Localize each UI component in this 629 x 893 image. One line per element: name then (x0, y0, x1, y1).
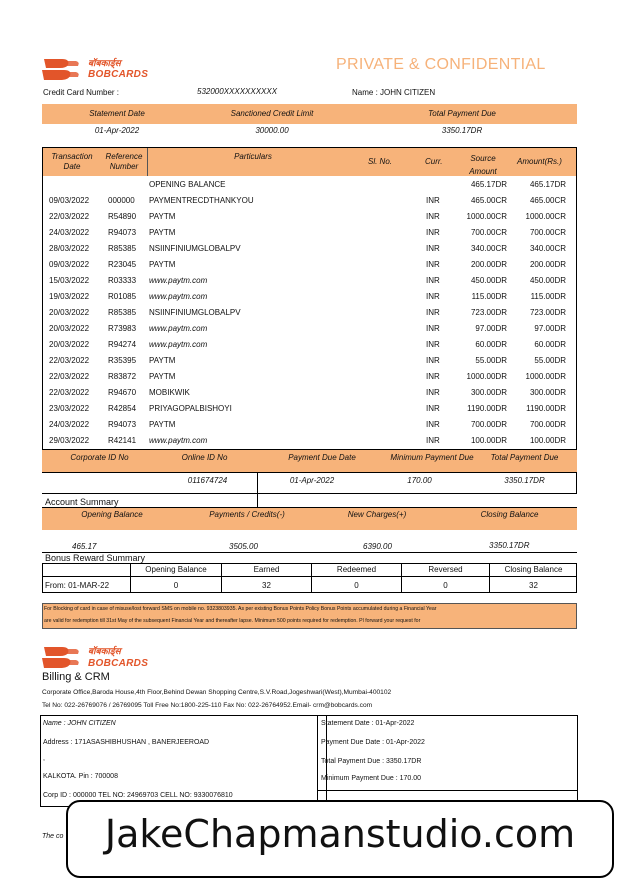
statement-bar (42, 104, 577, 124)
billing-contact: Tel No: 022-26769076 / 26769095 Toll Free No:1800-225-110 Fax No: 022-26764952.Email- crm@bobcards.com (42, 702, 373, 709)
row-amount: 55.00DR (534, 356, 566, 365)
row-reference: R94274 (108, 340, 137, 349)
minimum-payment-value: 170.00 (407, 476, 432, 485)
row-source-amount: 1190.00DR (467, 404, 507, 413)
row-amount: 465.17DR (529, 180, 566, 189)
row-reference: R94073 (108, 228, 137, 237)
total-due-header: Total Payment Due (428, 109, 496, 118)
row-reference: R03333 (108, 276, 137, 285)
summary-payment-due-date: Payment Due Date : 01-Apr-2022 (321, 739, 425, 746)
billing-brand-hindi: बॉबकार्ड्स (88, 646, 121, 656)
brand-hindi: बॉबकार्ड्स (88, 58, 121, 68)
row-source-amount: 60.00DR (475, 340, 507, 349)
row-particulars: PAYTM (149, 372, 176, 381)
billing-logo-icon (42, 643, 80, 669)
row-source-amount: 97.00DR (475, 324, 507, 333)
row-particulars: PAYTM (149, 212, 176, 221)
table-row (43, 385, 577, 401)
table-row (43, 273, 577, 289)
bobcards-logo-icon (42, 55, 80, 81)
billing-logo (42, 643, 162, 673)
row-particulars: www.paytm.com (149, 436, 208, 445)
col-amount: Amount(Rs.) (517, 157, 562, 166)
row-reference: R73983 (108, 324, 137, 333)
footer-fragment: The co (42, 833, 64, 840)
account-summary-header (42, 508, 577, 530)
col-transaction-date: Transaction Date (51, 152, 93, 171)
row-source-amount: 450.00DR (470, 276, 507, 285)
opening-balance-header: Opening Balance (81, 510, 143, 519)
total-payment-header: Total Payment Due (490, 453, 559, 462)
col-source-amount: Source Amount (469, 154, 497, 176)
row-particulars: PAYTM (149, 260, 176, 269)
row-amount: 1000.00CR (525, 212, 566, 221)
bonus-redeemed-value: 0 (354, 581, 359, 590)
txn-column-divider (147, 148, 148, 176)
row-date: 20/03/2022 (49, 308, 90, 317)
row-reference: R85385 (108, 244, 137, 253)
row-particulars: PAYMENTRECDTHANKYOU (149, 196, 254, 205)
col-currency: Curr. (425, 157, 443, 166)
row-reference: R35395 (108, 356, 137, 365)
row-currency: INR (426, 340, 440, 349)
row-source-amount: 465.17DR (470, 180, 507, 189)
row-source-amount: 1000.00DR (466, 372, 507, 381)
row-reference: R42141 (108, 436, 137, 445)
row-reference: R54890 (108, 212, 137, 221)
row-date: 24/03/2022 (49, 228, 90, 237)
table-row (43, 353, 577, 369)
row-source-amount: 55.00DR (475, 356, 507, 365)
row-date: 09/03/2022 (49, 260, 90, 269)
payments-credits-header: Payments / Credits(-) (209, 510, 285, 519)
row-date: 23/03/2022 (49, 404, 90, 413)
account-summary-title: Account Summary (45, 497, 119, 507)
row-amount: 450.00DR (529, 276, 566, 285)
row-particulars: NSIINFINIUMGLOBALPV (149, 308, 241, 317)
bonus-closing-value: 32 (529, 581, 538, 590)
row-currency: INR (426, 404, 440, 413)
closing-balance-header: Closing Balance (480, 510, 539, 519)
row-currency: INR (426, 276, 440, 285)
row-reference: R85385 (108, 308, 137, 317)
row-amount: 115.00DR (530, 292, 566, 301)
row-reference: R23045 (108, 260, 137, 269)
row-particulars: MOBIKWIK (149, 388, 190, 397)
col-sl-no: Sl. No. (368, 157, 393, 166)
row-source-amount: 465.00CR (470, 196, 507, 205)
bonus-summary-title: Bonus Reward Summary (45, 553, 146, 563)
new-charges-header: New Charges(+) (347, 510, 407, 519)
table-row (43, 305, 577, 321)
bonus-redeemed-header: Redeemed (336, 565, 377, 574)
table-row (43, 337, 577, 353)
row-source-amount: 340.00CR (470, 244, 507, 253)
table-row (43, 257, 577, 273)
row-reference: R94670 (108, 388, 137, 397)
ids-bar (42, 450, 577, 472)
row-particulars: www.paytm.com (149, 276, 208, 285)
row-date: 20/03/2022 (49, 324, 90, 333)
row-reference: R94073 (108, 420, 137, 429)
table-row (43, 193, 577, 209)
payment-due-date-header: Payment Due Date (288, 453, 356, 462)
row-currency: INR (426, 308, 440, 317)
row-particulars: OPENING BALANCE (149, 180, 226, 189)
row-amount: 1000.00DR (525, 372, 566, 381)
row-date: 22/03/2022 (49, 212, 90, 221)
bonus-earned-header: Earned (253, 565, 280, 574)
watermark-banner (66, 800, 614, 878)
customer-name: Name : JOHN CITIZEN (352, 88, 436, 97)
summary-total-due: Total Payment Due : 3350.17DR (321, 758, 422, 765)
confidential-label: PRIVATE & CONFIDENTIAL (336, 56, 546, 73)
bonus-closing-header: Closing Balance (504, 565, 563, 574)
statement-date-value: 01-Apr-2022 (94, 126, 140, 135)
notice-line-1: For Blocking of card in case of misuse/lost forward SMS on mobile no. 9323803935. As per existing Bonus Points Policy Bonus Points accumulated during a Financial Year (44, 606, 437, 612)
opening-balance-value: 465.17 (72, 542, 97, 551)
row-date: 22/03/2022 (49, 372, 90, 381)
row-amount: 340.00CR (529, 244, 566, 253)
watermark-text: JakeChapmanstudio.com (104, 812, 576, 856)
row-particulars: NSIINFINIUMGLOBALPV (149, 244, 241, 253)
transactions-header (43, 148, 576, 176)
col-reference-number: Reference Number (105, 152, 143, 171)
closing-balance-value: 3350.17DR (489, 541, 530, 550)
row-amount: 60.00DR (534, 340, 566, 349)
statement-date-header: Statement Date (89, 109, 145, 118)
row-source-amount: 300.00DR (470, 388, 507, 397)
row-source-amount: 700.00CR (470, 228, 507, 237)
row-date: 22/03/2022 (49, 388, 90, 397)
row-currency: INR (426, 388, 440, 397)
row-currency: INR (426, 356, 440, 365)
row-currency: INR (426, 228, 440, 237)
row-reference: R83872 (108, 372, 137, 381)
minimum-payment-header: Minimum Payment Due (390, 453, 474, 462)
row-date: 09/03/2022 (49, 196, 90, 205)
row-particulars: PRIYAGOPALBISHOYI (149, 404, 232, 413)
row-date: 22/03/2022 (49, 356, 90, 365)
row-date: 19/03/2022 (49, 292, 90, 301)
payment-due-date-value: 01-Apr-2022 (289, 476, 335, 485)
summary-minimum-due: Minimum Payment Due : 170.00 (321, 775, 421, 782)
online-id-value: 011674724 (187, 476, 228, 485)
row-currency: INR (426, 244, 440, 253)
billing-brand-name: BOBCARDS (88, 658, 149, 669)
table-row (43, 225, 577, 241)
row-reference: R42854 (108, 404, 137, 413)
online-id-header: Online ID No (181, 453, 228, 462)
row-amount: 300.00DR (529, 388, 566, 397)
payments-credits-value: 3505.00 (229, 542, 258, 551)
new-charges-value: 6390.00 (363, 542, 392, 551)
row-currency: INR (426, 420, 440, 429)
bobcards-logo (42, 55, 162, 85)
row-source-amount: 1000.00CR (466, 212, 507, 221)
row-particulars: PAYTM (149, 228, 176, 237)
row-source-amount: 115.00DR (471, 292, 507, 301)
row-particulars: www.paytm.com (149, 324, 208, 333)
row-particulars: www.paytm.com (149, 340, 208, 349)
row-currency: INR (426, 212, 440, 221)
row-particulars: PAYTM (149, 356, 176, 365)
bonus-reversed-header: Reversed (428, 565, 463, 574)
billing-title: Billing & CRM (42, 671, 110, 683)
customer-corp: Corp ID : 000000 TEL NO: 24969703 CELL NO: 9330076810 (43, 792, 233, 799)
corporate-id-header: Corporate ID No (70, 453, 129, 462)
table-row (43, 289, 577, 305)
row-date: 24/03/2022 (49, 420, 90, 429)
table-row (43, 433, 577, 449)
bonus-opening-value: 0 (173, 581, 179, 590)
row-date: 29/03/2022 (49, 436, 90, 445)
bonus-reversed-value: 0 (443, 581, 448, 590)
table-row (43, 177, 577, 193)
customer-name-line: Name : JOHN CITIZEN (43, 720, 116, 727)
bonus-row-label: From: 01-MAR-22 (45, 581, 110, 590)
row-particulars: www.paytm.com (149, 292, 208, 301)
row-particulars: PAYTM (149, 420, 176, 429)
notice-box (42, 603, 577, 629)
row-amount: 100.00DR (529, 436, 566, 445)
row-date: 20/03/2022 (49, 340, 90, 349)
row-currency: INR (426, 324, 440, 333)
row-amount: 465.00CR (529, 196, 566, 205)
bonus-opening-header: Opening Balance (145, 565, 207, 574)
row-source-amount: 100.00DR (470, 436, 507, 445)
row-date: 15/03/2022 (49, 276, 90, 285)
bonus-mid-line (130, 576, 577, 577)
bonus-earned-value: 32 (262, 581, 271, 590)
notice-line-2: are valid for redemption till 31st May of the subsequent Financial Year and thereafter lapse. Minimum 500 points required for redemption. Pl forward your request for (44, 618, 421, 624)
row-currency: INR (426, 196, 440, 205)
total-due-value: 3350.17DR (441, 126, 483, 135)
total-payment-value: 3350.17DR (504, 476, 545, 485)
row-source-amount: 200.00DR (470, 260, 507, 269)
row-amount: 1190.00DR (526, 404, 566, 413)
row-amount: 200.00DR (529, 260, 566, 269)
row-amount: 97.00DR (534, 324, 566, 333)
row-source-amount: 723.00DR (470, 308, 507, 317)
credit-limit-header: Sanctioned Credit Limit (230, 109, 314, 118)
billing-address: Corporate Office,Baroda House,4th Floor,Behind Dewan Shopping Centre,S.V.Road,Jogeshwari(West),Mumbai-400102 (42, 689, 392, 696)
row-currency: INR (426, 372, 440, 381)
table-row (43, 321, 577, 337)
customer-address-line-2: , (43, 755, 45, 762)
row-reference: 000000 (108, 196, 135, 205)
table-row (43, 209, 577, 225)
col-particulars: Particulars (234, 152, 272, 161)
row-date: 28/03/2022 (49, 244, 90, 253)
brand-name: BOBCARDS (88, 69, 149, 80)
table-row (43, 401, 577, 417)
card-number-label: Credit Card Number : (43, 88, 120, 97)
table-row (43, 417, 577, 433)
row-amount: 700.00CR (529, 228, 566, 237)
summary-statement-date: Statement Date : 01-Apr-2022 (321, 720, 415, 727)
row-currency: INR (426, 260, 440, 269)
row-currency: INR (426, 436, 440, 445)
customer-city: KALKOTA. Pin : 700008 (43, 773, 118, 780)
row-amount: 700.00DR (529, 420, 566, 429)
row-amount: 723.00DR (529, 308, 566, 317)
credit-limit-value: 30000.00 (255, 126, 289, 135)
row-reference: R01085 (108, 292, 137, 301)
row-source-amount: 700.00DR (470, 420, 507, 429)
table-row (43, 241, 577, 257)
customer-address-line-1: Address : 171ASASHIBHUSHAN , BANERJEEROAD (43, 739, 210, 746)
table-row (43, 369, 577, 385)
card-number: 532000XXXXXXXXXX (197, 87, 278, 96)
row-currency: INR (426, 292, 440, 301)
bonus-label-divider (42, 576, 130, 577)
